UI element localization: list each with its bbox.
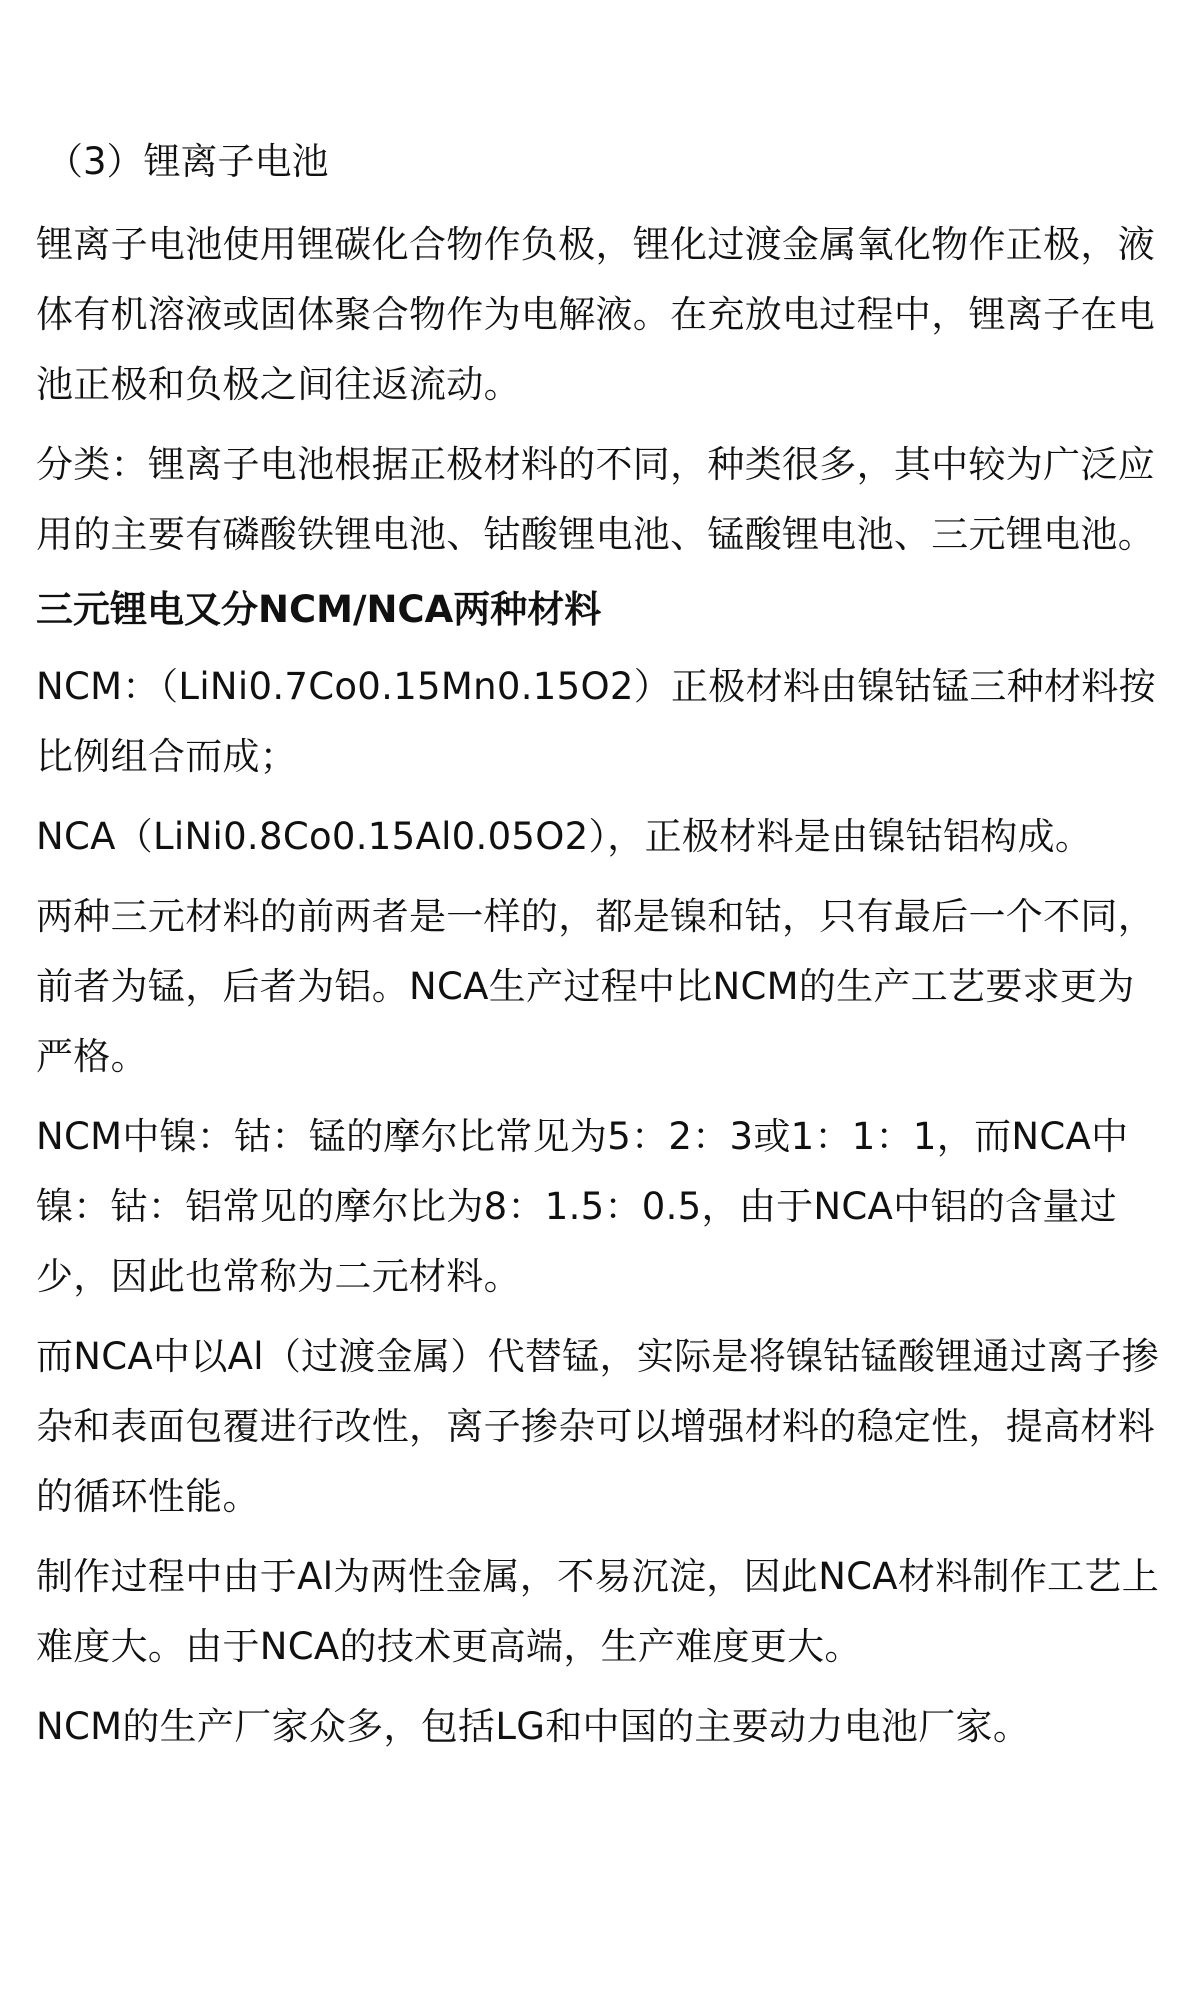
sub-heading-ternary: 三元锂电又分NCM/NCA两种材料 xyxy=(36,588,602,631)
paragraph-molar-ratio: NCM中镍：钴：锰的摩尔比常见为5：2：3或1：1：1，而NCA中镍：钴：铝常见的摩尔比为8：1.5：0.5，由于NCA中铝的含量过少，因此也常称为二元材料。 xyxy=(36,1115,1129,1298)
paragraph-classification: 分类：锂离子电池根据正极材料的不同，种类很多，其中较为广泛应用的主要有磷酸铁锂电池、钴酸锂电池、锰酸锂电池、三元锂电池。 xyxy=(36,443,1155,556)
paragraph-al-doping: 而NCA中以Al（过渡金属）代替锰，实际是将镍钴锰酸锂通过离子掺杂和表面包覆进行改性，离子掺杂可以增强材料的稳定性，提高材料的循环性能。 xyxy=(36,1335,1160,1518)
paragraph-lithium-ion-intro: 锂离子电池使用锂碳化合物作负极，锂化过渡金属氧化物作正极，液体有机溶液或固体聚合物作为电解液。在充放电过程中，锂离子在电池正极和负极之间往返流动。 xyxy=(36,223,1155,406)
paragraph-ncm-formula: NCM：（LiNi0.7Co0.15Mn0.15O2）正极材料由镍钴锰三种材料按比例组合而成； xyxy=(36,665,1156,778)
paragraph-manufacturers: NCM的生产厂家众多，包括LG和中国的主要动力电池厂家。 xyxy=(36,1705,1031,1748)
section-title: （3）锂离子电池 xyxy=(46,140,329,183)
paragraph-comparison: 两种三元材料的前两者是一样的，都是镍和钴，只有最后一个不同，前者为锰，后者为铝。NCA生产过程中比NCM的生产工艺要求更为严格。 xyxy=(36,895,1155,1078)
paragraph-nca-formula: NCA（LiNi0.8Co0.15Al0.05O2），正极材料是由镍钴铝构成。 xyxy=(36,815,1093,858)
paragraph-manufacturing: 制作过程中由于Al为两性金属，不易沉淀，因此NCA材料制作工艺上难度大。由于NCA的技术更高端，生产难度更大。 xyxy=(36,1555,1160,1668)
